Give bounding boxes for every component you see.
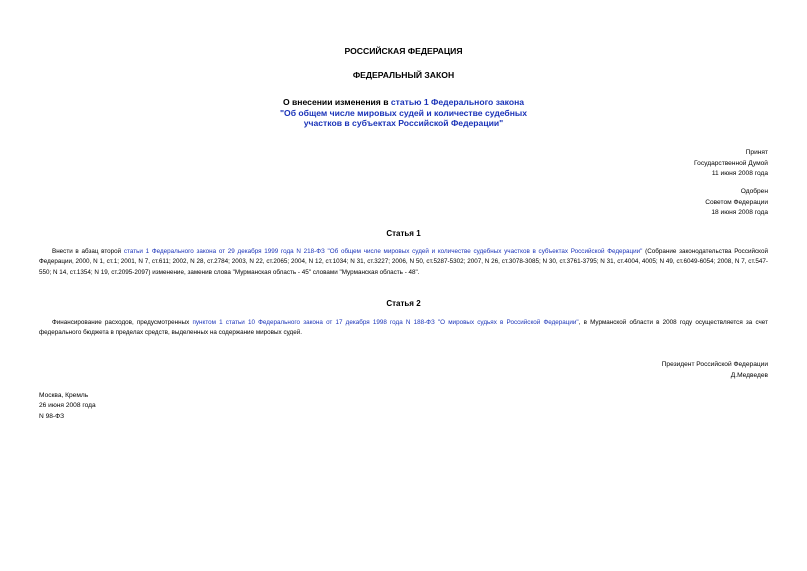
- article-1-text-after: (Собрание законодательства Российской Федерации, 2000, N 1, ст.1; 2001, N 7, ст.611; 2002, N 28, ст.2784; 2003, N 22, ст.2065; 2004, N 12, ст.1034; N 31, ст.3227; 2006, N 50, ст.5287-5302; 2007, N 26, ст.3078-3085; N 30, ст.3761-3795; N 31, ст.4004, 4005; N 49, ст.6049-6054; 2008, N 7, ст.547-550; N 14, ст.1354; N 19, ст.2095-2097) изменение, заменив слова "Мурманская область - 45" словами "Мурманская область - 48".: [39, 248, 768, 276]
- title-article-link[interactable]: статью 1 Федерального закона: [390, 97, 525, 107]
- title-line-1: [0, 97, 807, 108]
- adoption-status: Принят: [745, 149, 768, 156]
- law-title: [0, 97, 807, 129]
- article-2-text-after: , в Мурманской области в 2008 году осуществляется за счет федерального бюджета в пределах средств, выделенных на содержание мировых судей.: [39, 319, 768, 337]
- article-1-law-link[interactable]: статьи 1 Федерального закона от 29 декабря 1999 года N 218-ФЗ "Об общем числе мировых судей и количестве судебных участков в субъектах Российской Федерации": [123, 248, 643, 255]
- article-1-text: [39, 247, 768, 278]
- approval-block: [705, 187, 768, 219]
- place-date-block: [39, 391, 96, 422]
- law-type-heading: ФЕДЕРАЛЬНЫЙ ЗАКОН: [352, 70, 455, 80]
- article-2-text-before: Финансирование расходов, предусмотренных: [52, 319, 193, 326]
- signature-title: Президент Российской Федерации: [661, 361, 768, 368]
- signature-block: [662, 360, 768, 381]
- approval-body: Советом Федерации: [705, 198, 768, 206]
- adoption-body: Государственной Думой: [694, 159, 768, 167]
- sign-date: 26 июня 2008 года: [39, 402, 96, 410]
- article-2-heading: Статья 2: [386, 299, 421, 308]
- approval-status: Одобрен: [740, 188, 768, 195]
- title-line-2[interactable]: "Об общем числе мировых судей и количестве судебных: [279, 107, 528, 118]
- article-1-heading: Статья 1: [386, 229, 421, 238]
- approval-date: 18 июня 2008 года: [711, 209, 768, 217]
- place: Москва, Кремль: [39, 392, 89, 399]
- adoption-date: 11 июня 2008 года: [711, 170, 768, 178]
- title-line-3[interactable]: участков в субъектах Российской Федерации": [303, 118, 504, 128]
- country-heading: РОССИЙСКАЯ ФЕДЕРАЦИЯ: [344, 46, 463, 56]
- adoption-block: [694, 148, 768, 180]
- article-1-text-before: Внести в абзац второй: [52, 248, 124, 255]
- law-number: N 98-ФЗ: [39, 412, 65, 420]
- article-2-law-link[interactable]: пунктом 1 статьи 10 Федерального закона от 17 декабря 1998 года N 188-ФЗ "О мировых судьях в Российской Федерации": [192, 319, 579, 326]
- article-2-text: [39, 318, 768, 339]
- title-prefix: О внесении изменения в: [282, 97, 391, 107]
- signature-name: Д.Медведев: [730, 371, 768, 379]
